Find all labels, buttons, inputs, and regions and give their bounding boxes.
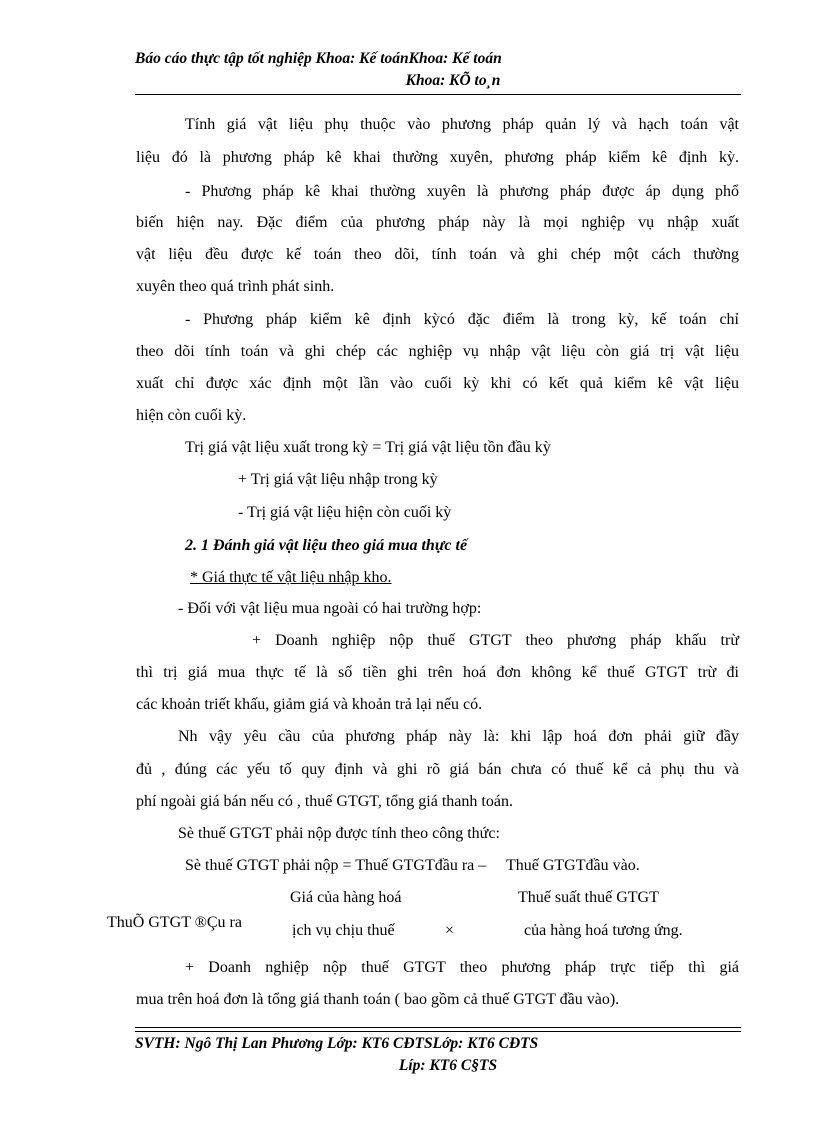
formula-term-a-top: Giá của hàng hoá: [290, 889, 402, 906]
formula-line: - Trị giá vật liệu hiện còn cuối kỳ: [238, 504, 452, 521]
paragraph-line: liệu đó là phương pháp kê khai thường xuyên, phương pháp kiểm kê định kỳ.: [136, 149, 739, 166]
footer-rule: [135, 1031, 741, 1032]
paragraph-line: thì trị giá mua thực tế là số tiền ghi trên hoá đơn không kể thuế GTGT trừ đi: [136, 664, 739, 681]
paragraph-line: theo dõi tính toán và ghi chép các nghiệp vụ nhập vật liệu còn giá trị vật liệu: [136, 343, 739, 360]
subsection-heading: * Giá thực tế vật liệu nhập kho.: [190, 569, 392, 586]
formula-line: Trị giá vật liệu xuất trong kỳ = Trị giá vật liệu tồn đầu kỳ: [185, 439, 551, 456]
paragraph-line: vật liệu đều được kế toán theo dõi, tính toán và ghi chép một cách thường: [136, 246, 739, 263]
page-footer-author: SVTH: Ngô Thị Lan Phương Lớp: KT6 CĐTSLớp: KT6 CĐTS: [135, 1035, 539, 1052]
section-heading: 2. 1 Đánh giá vật liệu theo giá mua thực tế: [185, 537, 468, 554]
multiply-sign: ×: [445, 922, 455, 939]
footer-rule: [135, 1027, 741, 1028]
formula-line: + Trị giá vật liệu nhập trong kỳ: [238, 471, 438, 488]
formula-term-a-bottom: ịch vụ chịu thuế: [292, 922, 395, 939]
paragraph-line: biến hiện nay. Đặc điểm của phương pháp này là mọi nghiệp vụ nhập xuất: [136, 214, 739, 231]
page-footer-class: Líp: KT6 C§TS: [398, 1057, 498, 1074]
paragraph-line: đủ , đúng các yếu tố quy định và ghi rõ giá bán chưa có thuế kể cả phụ thu và: [136, 761, 739, 778]
header-rule: [135, 94, 741, 95]
formula-term-b-top: Thuế suất thuế GTGT: [518, 889, 659, 906]
paragraph-line: - Phương pháp kê khai thường xuyên là phương pháp được áp dụng phổ: [185, 183, 739, 200]
paragraph-line: các khoản triết khấu, giảm giá và khoản trả lại nếu có.: [136, 696, 483, 713]
paragraph-line: + Doanh nghiệp nộp thuế GTGT theo phương pháp khấu trừ: [252, 632, 739, 649]
paragraph-line: xuất chỉ được xác định một lần vào cuối kỳ khi có kết quả kiểm kê vật liệu: [136, 375, 739, 392]
paragraph-line: Nh vậy yêu cầu của phương pháp này là: khi lập hoá đơn phải giữ đầy: [178, 728, 739, 745]
paragraph-line: phí ngoài giá bán nếu có , thuế GTGT, tổng giá thanh toán.: [136, 793, 513, 810]
paragraph-line: mua trên hoá đơn là tổng giá thanh toán ( bao gồm cả thuế GTGT đầu vào).: [136, 991, 620, 1008]
paragraph-line: Sè thuế GTGT phải nộp được tính theo công thức:: [178, 825, 500, 842]
paragraph-line: Tính giá vật liệu phụ thuộc vào phương pháp quản lý và hạch toán vật: [185, 116, 739, 133]
paragraph-line: xuyên theo quá trình phát sinh.: [136, 278, 335, 295]
formula-line: Sè thuế GTGT phải nộp = Thuế GTGTđầu ra – Thuế GTGTđầu vào.: [185, 857, 640, 874]
paragraph-line: - Đối với vật liệu mua ngoài có hai trường hợp:: [178, 600, 482, 617]
page-header-title: Báo cáo thực tập tốt nghiệp Khoa: Kế toánKhoa: Kế toán: [135, 50, 502, 67]
paragraph-line: hiện còn cuối kỳ.: [136, 407, 247, 424]
page-header-subtitle: Khoa: KÕ to¸n: [405, 72, 501, 89]
formula-lhs: ThuÕ GTGT ®Çu ra: [107, 914, 242, 931]
paragraph-line: + Doanh nghiệp nộp thuế GTGT theo phương pháp trực tiếp thì giá: [185, 959, 739, 976]
formula-term-b-bottom: của hàng hoá tương ứng.: [524, 922, 683, 939]
paragraph-line: - Phương pháp kiểm kê định kỳcó đặc điểm là trong kỳ, kế toán chỉ: [185, 311, 739, 328]
